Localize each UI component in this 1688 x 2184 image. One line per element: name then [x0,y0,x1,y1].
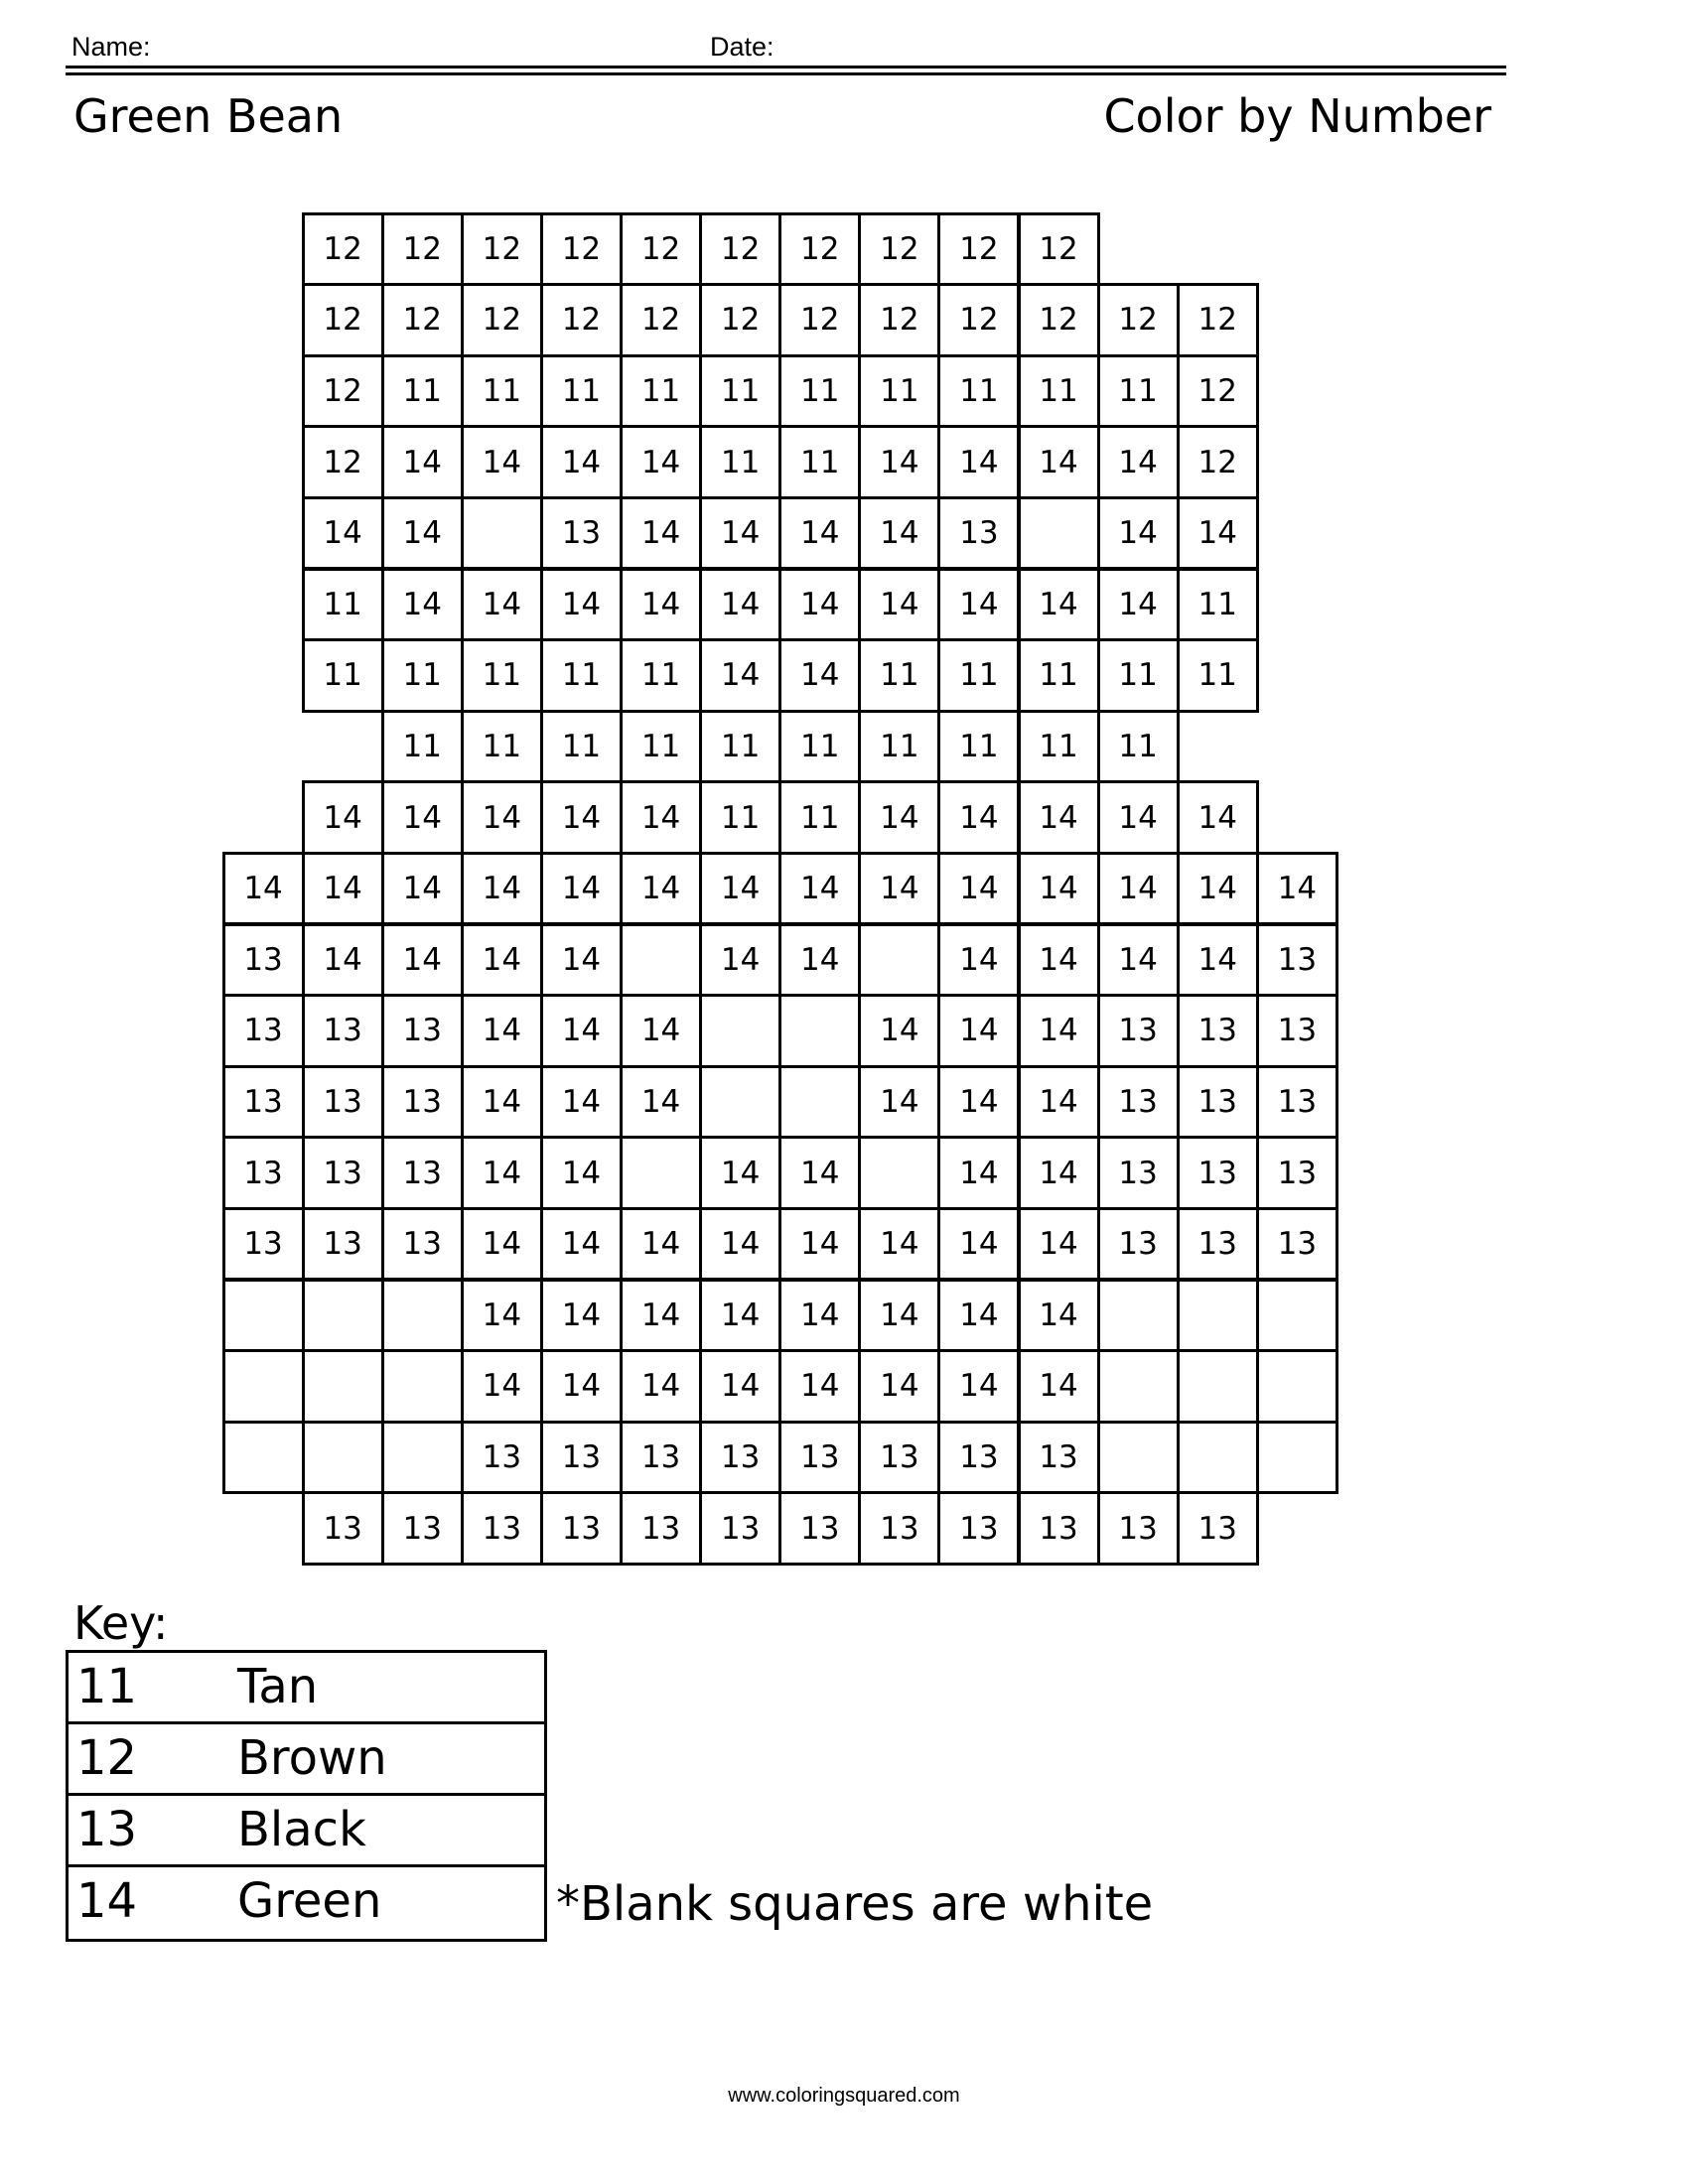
grid-cell: 14 [540,1279,623,1353]
grid-cell: 14 [937,1136,1020,1210]
grid-cell [302,1279,384,1353]
grid-cell: 11 [1018,354,1100,429]
grid-cell [222,1349,305,1424]
grid-cell: 13 [1177,1136,1259,1210]
grid-cell: 14 [1177,780,1259,855]
grid-cell [222,1421,305,1495]
grid-cell: 14 [858,568,940,642]
grid-cell: 14 [540,1136,623,1210]
grid-cell [620,923,702,998]
grid-cell: 12 [302,425,384,499]
grid-cell: 13 [1177,1207,1259,1282]
grid-cell: 14 [1018,1065,1100,1140]
grid-cell: 13 [302,1136,384,1210]
blank-squares-note: *Blank squares are white [556,1876,1154,1932]
grid-cell: 14 [778,852,861,926]
grid-cell [699,1065,781,1140]
grid-cell: 13 [302,994,384,1068]
grid-cell: 14 [699,1279,781,1353]
grid-cell: 11 [1097,710,1180,784]
grid-cell: 14 [381,923,464,998]
grid-cell [461,496,543,571]
grid-cell: 14 [1256,852,1338,926]
grid-cell: 12 [381,212,464,287]
grid-cell: 14 [620,1207,702,1282]
grid-cell: 11 [699,425,781,499]
grid-cell: 14 [222,852,305,926]
grid-cell: 14 [937,780,1020,855]
grid-cell: 14 [461,1279,543,1353]
grid-cell: 14 [699,852,781,926]
key-color: Brown [237,1730,387,1786]
grid-cell: 13 [1177,1491,1259,1566]
grid-cell: 14 [620,852,702,926]
grid-cell: 14 [937,923,1020,998]
grid-cell [699,994,781,1068]
grid-cell: 12 [1018,212,1100,287]
grid-cell: 13 [858,1491,940,1566]
grid-cell: 12 [1177,425,1259,499]
grid-cell: 14 [858,994,940,1068]
grid-cell: 13 [620,1491,702,1566]
grid-cell: 13 [1177,1065,1259,1140]
grid-cell: 14 [540,1065,623,1140]
grid-cell [381,1349,464,1424]
grid-cell [778,994,861,1068]
grid-cell: 14 [1097,568,1180,642]
key-color: Green [237,1873,382,1929]
grid-cell: 11 [778,354,861,429]
grid-cell: 13 [1018,1421,1100,1495]
grid-cell: 14 [1097,852,1180,926]
grid-cell: 11 [1018,638,1100,713]
grid-cell: 14 [540,568,623,642]
grid-cell: 14 [778,1136,861,1210]
grid-cell [1177,1349,1259,1424]
grid-cell: 14 [620,568,702,642]
grid-cell: 11 [620,354,702,429]
grid-cell: 14 [620,780,702,855]
grid-cell: 14 [381,568,464,642]
grid-cell: 12 [699,283,781,357]
grid-cell: 13 [222,1136,305,1210]
grid-cell: 12 [461,283,543,357]
key-table [66,1650,547,1942]
grid-cell: 14 [1018,1279,1100,1353]
worksheet-title: Green Bean [73,89,344,143]
grid-cell: 13 [1256,994,1338,1068]
grid-cell [1177,1279,1259,1353]
grid-cell [858,1136,940,1210]
grid-cell: 13 [222,994,305,1068]
grid-cell: 11 [778,780,861,855]
grid-cell: 11 [381,354,464,429]
key-row [69,1796,544,1867]
grid-cell [222,1279,305,1353]
grid-cell: 12 [778,283,861,357]
grid-cell: 14 [858,1279,940,1353]
grid-cell: 13 [222,1065,305,1140]
grid-cell: 13 [699,1491,781,1566]
grid-cell: 11 [778,425,861,499]
grid-cell [1097,1349,1180,1424]
grid-cell: 14 [1097,923,1180,998]
grid-cell: 12 [461,212,543,287]
grid-cell: 14 [699,638,781,713]
name-label: Name: [71,32,151,62]
grid-cell: 13 [1256,923,1338,998]
grid-cell: 14 [1018,923,1100,998]
grid-cell: 12 [699,212,781,287]
grid-cell: 14 [778,1279,861,1353]
grid-cell: 14 [1018,425,1100,499]
grid-cell: 14 [620,994,702,1068]
grid-cell: 13 [302,1065,384,1140]
grid-cell: 13 [699,1421,781,1495]
grid-cell: 12 [540,212,623,287]
grid-cell: 14 [699,1349,781,1424]
grid-cell: 12 [302,212,384,287]
grid-cell: 13 [381,1065,464,1140]
grid-cell [1018,496,1100,571]
grid-cell: 14 [937,852,1020,926]
grid-cell: 11 [1018,710,1100,784]
grid-cell: 12 [1177,354,1259,429]
grid-cell: 14 [1097,425,1180,499]
grid-cell: 14 [778,1349,861,1424]
grid-cell: 11 [858,354,940,429]
grid-cell: 13 [381,1207,464,1282]
grid-cell: 11 [937,354,1020,429]
grid-cell: 14 [937,1279,1020,1353]
grid-cell: 14 [461,1207,543,1282]
grid-cell [1097,1421,1180,1495]
grid-cell: 14 [1018,780,1100,855]
grid-cell: 11 [620,710,702,784]
grid-cell: 13 [620,1421,702,1495]
grid-cell [1097,1279,1180,1353]
grid-cell: 14 [699,496,781,571]
grid-cell: 12 [540,283,623,357]
grid-cell: 14 [540,852,623,926]
worksheet-type: Color by Number [1103,89,1491,143]
grid-cell: 14 [1177,852,1259,926]
grid-cell: 14 [1097,780,1180,855]
grid-cell: 13 [381,1491,464,1566]
grid-cell: 14 [540,923,623,998]
grid-cell: 11 [540,710,623,784]
grid-cell: 14 [699,568,781,642]
grid-cell: 13 [302,1207,384,1282]
grid-cell: 11 [540,354,623,429]
grid-cell: 14 [1018,994,1100,1068]
grid-cell: 13 [1256,1065,1338,1140]
grid-cell: 12 [620,283,702,357]
grid-cell: 14 [461,852,543,926]
grid-cell [1256,1349,1338,1424]
grid-cell: 14 [540,994,623,1068]
grid-cell: 13 [381,994,464,1068]
grid-cell: 11 [778,710,861,784]
grid-cell: 14 [1097,496,1180,571]
grid-cell: 11 [302,638,384,713]
date-label: Date: [710,32,774,62]
grid-cell: 13 [302,1491,384,1566]
grid-cell: 14 [858,496,940,571]
grid-cell: 14 [1018,852,1100,926]
key-number: 14 [76,1873,138,1929]
grid-cell: 14 [1018,1207,1100,1282]
grid-cell: 14 [302,496,384,571]
grid-cell: 14 [858,425,940,499]
grid-cell: 14 [858,852,940,926]
grid-cell: 14 [778,1207,861,1282]
key-row [69,1724,544,1796]
key-number: 11 [76,1659,138,1714]
grid-cell: 14 [461,994,543,1068]
grid-cell: 14 [461,1349,543,1424]
grid-cell: 14 [381,780,464,855]
grid-cell: 13 [1097,994,1180,1068]
grid-cell [381,1279,464,1353]
grid-cell: 14 [620,1279,702,1353]
grid-cell: 12 [858,283,940,357]
grid-cell: 13 [1177,994,1259,1068]
grid-cell: 14 [461,568,543,642]
grid-cell: 13 [937,496,1020,571]
grid-cell: 14 [778,568,861,642]
grid-cell: 11 [699,780,781,855]
grid-cell: 14 [620,1349,702,1424]
grid-cell: 13 [937,1421,1020,1495]
grid-cell: 13 [937,1491,1020,1566]
grid-cell: 14 [381,425,464,499]
grid-cell [381,1421,464,1495]
grid-cell: 14 [937,1349,1020,1424]
grid-cell: 14 [858,1207,940,1282]
grid-cell: 14 [461,923,543,998]
grid-cell: 12 [302,354,384,429]
grid-cell: 11 [1177,638,1259,713]
grid-cell: 13 [858,1421,940,1495]
grid-cell: 11 [858,710,940,784]
grid-cell: 11 [699,710,781,784]
grid-cell: 11 [461,354,543,429]
grid-cell: 13 [778,1421,861,1495]
grid-cell: 11 [302,568,384,642]
grid-cell: 14 [699,923,781,998]
grid-cell: 13 [1097,1491,1180,1566]
grid-cell: 11 [1097,638,1180,713]
grid-cell: 13 [1256,1207,1338,1282]
grid-cell: 14 [937,1065,1020,1140]
grid-cell: 14 [1177,923,1259,998]
grid-cell: 14 [461,780,543,855]
grid-cell: 14 [778,638,861,713]
grid-cell: 14 [778,496,861,571]
grid-cell: 12 [1097,283,1180,357]
grid-cell: 14 [381,852,464,926]
grid-cell: 12 [937,283,1020,357]
grid-cell: 11 [699,354,781,429]
grid-cell: 13 [381,1136,464,1210]
grid-cell: 12 [937,212,1020,287]
grid-cell: 11 [858,638,940,713]
grid-cell: 14 [858,780,940,855]
grid-cell: 14 [540,780,623,855]
grid-cell: 11 [1177,568,1259,642]
grid-cell: 14 [937,425,1020,499]
grid-cell: 14 [699,1136,781,1210]
grid-cell: 14 [381,496,464,571]
grid-cell: 11 [620,638,702,713]
grid-cell [302,1349,384,1424]
grid-cell: 13 [1097,1136,1180,1210]
grid-cell: 14 [858,1349,940,1424]
grid-cell: 11 [937,638,1020,713]
grid-cell [1177,1421,1259,1495]
grid-cell: 11 [381,638,464,713]
grid-cell [1256,1421,1338,1495]
grid-cell: 14 [540,425,623,499]
key-number: 13 [76,1802,138,1857]
grid-cell: 13 [778,1491,861,1566]
grid-cell: 13 [461,1421,543,1495]
grid-cell: 13 [1018,1491,1100,1566]
grid-cell: 13 [1097,1065,1180,1140]
grid-cell: 14 [461,425,543,499]
grid-cell: 13 [540,1421,623,1495]
grid-cell: 11 [461,710,543,784]
key-row [69,1653,544,1724]
grid-cell: 14 [620,496,702,571]
grid-cell: 14 [937,994,1020,1068]
grid-cell: 14 [1177,496,1259,571]
grid-cell: 13 [1097,1207,1180,1282]
grid-cell: 14 [937,1207,1020,1282]
grid-cell: 14 [540,1207,623,1282]
grid-cell [778,1065,861,1140]
grid-cell: 14 [620,1065,702,1140]
grid-cell: 14 [540,1349,623,1424]
grid-cell: 14 [1018,568,1100,642]
grid-cell: 12 [620,212,702,287]
grid-cell: 11 [937,710,1020,784]
grid-cell [1256,1279,1338,1353]
grid-cell [620,1136,702,1210]
grid-cell: 14 [1018,1136,1100,1210]
grid-cell [302,1421,384,1495]
grid-cell: 14 [302,780,384,855]
grid-cell: 14 [1018,1349,1100,1424]
grid-cell: 14 [937,568,1020,642]
grid-cell: 13 [461,1491,543,1566]
grid-cell: 13 [1256,1136,1338,1210]
key-number: 12 [76,1730,138,1786]
grid-cell: 14 [461,1136,543,1210]
grid-cell: 13 [222,1207,305,1282]
grid-cell: 11 [540,638,623,713]
grid-cell: 11 [1097,354,1180,429]
grid-cell: 12 [858,212,940,287]
grid-cell: 13 [222,923,305,998]
grid-cell: 14 [461,1065,543,1140]
grid-cell: 12 [302,283,384,357]
footer-url: www.coloringsquared.com [728,2085,960,2107]
grid-cell: 14 [858,1065,940,1140]
key-title: Key: [73,1596,169,1650]
grid-cell: 14 [302,923,384,998]
key-color: Black [237,1802,366,1857]
grid-cell: 13 [540,496,623,571]
grid-cell: 11 [381,710,464,784]
grid-cell: 13 [540,1491,623,1566]
grid-cell: 12 [1177,283,1259,357]
key-color: Tan [237,1659,319,1714]
grid-cell: 14 [699,1207,781,1282]
grid-cell: 14 [302,852,384,926]
grid-cell [858,923,940,998]
grid-cell: 12 [1018,283,1100,357]
grid-cell: 14 [620,425,702,499]
grid-cell: 12 [381,283,464,357]
grid-cell: 14 [778,923,861,998]
grid-cell: 11 [461,638,543,713]
key-row [69,1867,544,1939]
grid-cell: 12 [778,212,861,287]
